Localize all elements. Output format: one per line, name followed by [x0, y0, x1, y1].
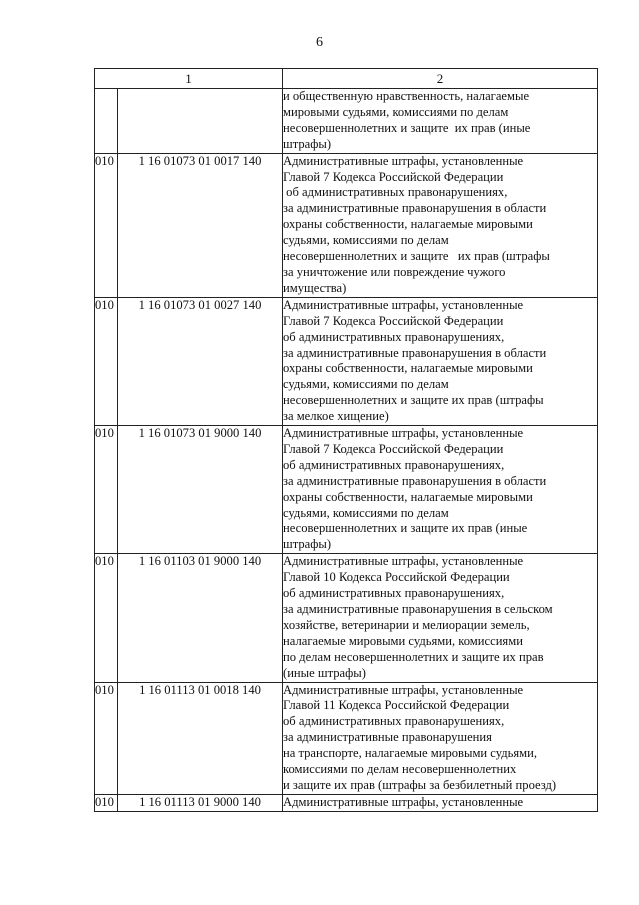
description-line: Главой 10 Кодекса Российской Федерации	[283, 570, 510, 585]
description-line: несовершеннолетних и защите их прав (штрафы	[283, 249, 550, 264]
description-line: за административные правонарушения	[283, 730, 492, 745]
description-line: несовершеннолетних и защите их прав (иные	[283, 521, 528, 536]
description-line: штрафы)	[283, 537, 332, 552]
description-cell	[283, 554, 598, 682]
description-line: за административные правонарушения в области	[283, 201, 547, 216]
description-line: штрафы)	[283, 136, 332, 151]
description-cell	[283, 297, 598, 425]
description-line: налагаемые мировыми судьями, комиссиями	[283, 633, 523, 648]
description-line: Административные штрафы, установленные	[283, 297, 524, 312]
description-line: за административные правонарушения в сельском	[283, 602, 553, 616]
description-line: на транспорте, налагаемые мировыми судьями,	[283, 746, 538, 761]
description-line: об административных правонарушениях,	[283, 329, 505, 344]
table-row	[95, 153, 598, 297]
description-line: по делам несовершеннолетних и защите их прав	[283, 649, 544, 664]
description-line: судьями, комиссиями по делам	[283, 233, 449, 248]
description-line: Административные штрафы, установленные	[283, 794, 524, 809]
column-header-2: 2	[283, 69, 598, 89]
description-cell	[283, 426, 598, 554]
description-line: имущества)	[283, 280, 347, 295]
description-line: за уничтожение или повреждение чужого	[283, 264, 506, 279]
description-line: за административные правонарушения в области	[283, 345, 547, 360]
description-line: за административные правонарушения в области	[283, 473, 547, 488]
column-header-1: 1	[95, 69, 283, 89]
budget-classification-code-cell	[118, 89, 283, 154]
budget-classification-code-cell: 1 16 01073 01 0027 140	[118, 297, 283, 425]
description-line: об административных правонарушениях,	[283, 714, 505, 729]
description-cell	[283, 153, 598, 297]
budget-classification-code-cell: 1 16 01073 01 9000 140	[118, 426, 283, 554]
budget-classification-code-cell: 1 16 01113 01 9000 140	[118, 794, 283, 811]
description-line: Административные штрафы, установленные	[283, 554, 524, 569]
budget-code-table	[94, 68, 598, 812]
description-line: Административные штрафы, установленные	[283, 426, 524, 441]
description-line: за мелкое хищение)	[283, 409, 389, 424]
description-line: охраны собственности, налагаемые мировыми	[283, 217, 533, 232]
admin-code-cell: 010	[95, 297, 118, 425]
description-line: охраны собственности, налагаемые мировыми	[283, 361, 533, 376]
admin-code-cell: 010	[95, 794, 118, 811]
description-line: судьями, комиссиями по делам	[283, 377, 449, 392]
description-line: об административных правонарушениях,	[283, 586, 505, 601]
table-row	[95, 297, 598, 425]
description-line: комиссиями по делам несовершеннолетних	[283, 762, 517, 777]
description-line: мировыми судьями, комиссиями по делам	[283, 104, 509, 119]
description-line: (иные штрафы)	[283, 665, 366, 680]
description-cell	[283, 89, 598, 154]
table-body	[95, 89, 598, 812]
description-line: об административных правонарушениях,	[283, 457, 505, 472]
description-line: несовершеннолетних и защите их прав (штрафы	[283, 393, 544, 408]
budget-classification-code-cell: 1 16 01113 01 0018 140	[118, 682, 283, 794]
table-row	[95, 682, 598, 794]
admin-code-cell: 010	[95, 554, 118, 682]
description-line: Главой 7 Кодекса Российской Федерации	[283, 169, 504, 184]
admin-code-cell: 010	[95, 153, 118, 297]
admin-code-cell	[95, 89, 118, 154]
description-line: об административных правонарушениях,	[283, 185, 508, 200]
description-line: Административные штрафы, установленные	[283, 682, 524, 697]
description-line: Главой 7 Кодекса Российской Федерации	[283, 441, 504, 456]
description-line: Главой 11 Кодекса Российской Федерации	[283, 698, 510, 713]
description-line: хозяйстве, ветеринарии и мелиорации земель,	[283, 617, 530, 632]
admin-code-cell: 010	[95, 682, 118, 794]
budget-classification-code-cell: 1 16 01073 01 0017 140	[118, 153, 283, 297]
table-row	[95, 426, 598, 554]
description-line: несовершеннолетних и защите их прав (иные	[283, 120, 531, 135]
description-cell	[283, 794, 598, 811]
admin-code-cell: 010	[95, 426, 118, 554]
table-header-row	[95, 69, 598, 89]
budget-classification-code-cell: 1 16 01103 01 9000 140	[118, 554, 283, 682]
description-cell	[283, 682, 598, 794]
description-line: и защите их прав (штрафы за безбилетный проезд)	[283, 777, 557, 792]
table-row	[95, 89, 598, 154]
page-number: 6	[316, 35, 323, 50]
description-line: охраны собственности, налагаемые мировыми	[283, 489, 533, 504]
table-row	[95, 554, 598, 682]
description-line: и общественную нравственность, налагаемые	[283, 89, 530, 103]
table-row	[95, 794, 598, 811]
description-line: судьями, комиссиями по делам	[283, 505, 449, 520]
description-line: Главой 7 Кодекса Российской Федерации	[283, 313, 504, 328]
description-line: Административные штрафы, установленные	[283, 153, 524, 168]
